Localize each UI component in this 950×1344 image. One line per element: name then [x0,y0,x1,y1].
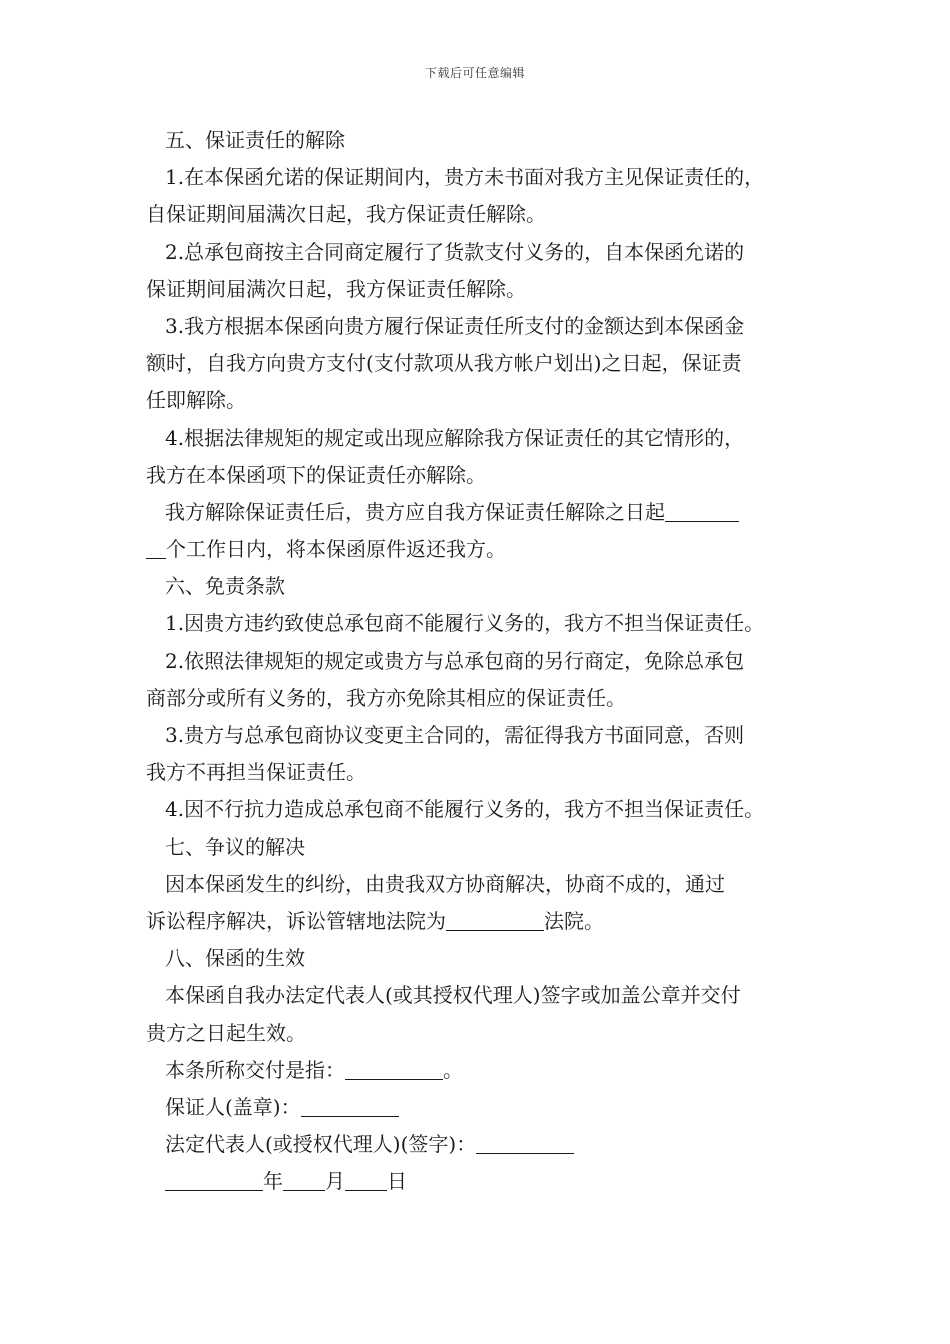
year-blank [165,1168,263,1191]
legal-rep-signature-blank [476,1131,574,1154]
s8-rep-line [146,1126,836,1163]
workdays-blank-part2 [146,536,166,559]
s5-item3-line1: 3.我方根据本保函向贵方履行保证责任所支付的金额达到本保函金 [165,313,745,338]
s5-item3-line3: 任即解除。 [146,388,246,413]
s5-item4-line1: 4.根据法律规矩的规定或出现应解除我方保证责任的其它情形的， [165,425,745,450]
s8-guarantor-line [146,1089,836,1126]
delivery-blank [345,1057,443,1080]
document-body [146,122,836,1200]
s8-date-line [146,1163,836,1200]
s7-text-line1: 因本保函发生的纠纷，由贵我双方协商解决，协商不成的，通过 [165,871,725,896]
s5-item1-line2: 自保证期间届满次日起，我方保证责任解除。 [146,202,546,227]
guarantor-seal-blank [301,1094,399,1117]
s5-item2-line2: 保证期间届满次日起，我方保证责任解除。 [146,276,526,301]
section-5-title: 五、保证责任的解除 [165,128,345,152]
s7-court-text: 诉讼程序解决，诉讼管辖地法院为 [146,908,446,933]
s5-return-line1 [146,494,836,531]
s5-item3-line2: 额时，自我方向贵方支付(支付款项从我方帐户划出)之日起，保证责 [146,351,742,376]
s5-return-text: 我方解除保证责任后，贵方应自我方保证责任解除之日起 [165,499,665,524]
s5-item1-line1: 1.在本保函允诺的保证期间内，贵方未书面对我方主见保证责任的， [165,165,765,190]
year-label: 年 [263,1169,283,1194]
legal-rep-label: 法定代表人(或授权代理人)(签字)： [165,1132,477,1157]
month-blank [283,1168,325,1191]
s6-item3-line2: 我方不再担当保证责任。 [146,760,366,785]
s6-item1: 1.因贵方违约致使总承包商不能履行义务的，我方不担当保证责任。 [165,611,765,636]
court-name-blank [446,908,544,931]
s7-court-suffix: 法院。 [544,908,604,933]
delivery-label: 本条所称交付是指： [165,1057,345,1082]
s6-item2-line1: 2.依照法律规矩的规定或贵方与总承包商的另行商定，免除总承包 [165,648,745,673]
page-header-note: 下载后可任意编辑 [424,66,525,80]
s8-text-line1: 本保函自我办法定代表人(或其授权代理人)签字或加盖公章并交付 [165,983,741,1008]
section-6-title: 六、免责条款 [165,574,285,599]
s8-delivery-line [146,1052,836,1089]
s7-text-line2 [146,903,836,940]
s8-text-line2: 贵方之日起生效。 [146,1020,306,1045]
day-label: 日 [387,1169,407,1194]
s5-return-line2 [146,531,836,568]
workdays-blank-part1 [665,499,739,522]
day-blank [345,1168,387,1191]
s5-return-text-end: 个工作日内，将本保函原件返还我方。 [166,537,506,562]
s6-item2-line2: 商部分或所有义务的，我方亦免除其相应的保证责任。 [146,685,626,710]
section-7-title: 七、争议的解决 [165,834,305,859]
month-label: 月 [325,1169,345,1194]
s5-item4-line2: 我方在本保函项下的保证责任亦解除。 [146,462,486,487]
s6-item3-line1: 3.贵方与总承包商协议变更主合同的，需征得我方书面同意，否则 [165,723,745,747]
s5-item2-line1: 2.总承包商按主合同商定履行了货款支付义务的，自本保函允诺的 [165,239,745,264]
guarantor-label: 保证人(盖章)： [165,1094,301,1119]
delivery-end: 。 [443,1057,463,1082]
section-8-title: 八、保函的生效 [165,946,305,971]
s6-item4: 4.因不行抗力造成总承包商不能履行义务的，我方不担当保证责任。 [165,797,765,822]
